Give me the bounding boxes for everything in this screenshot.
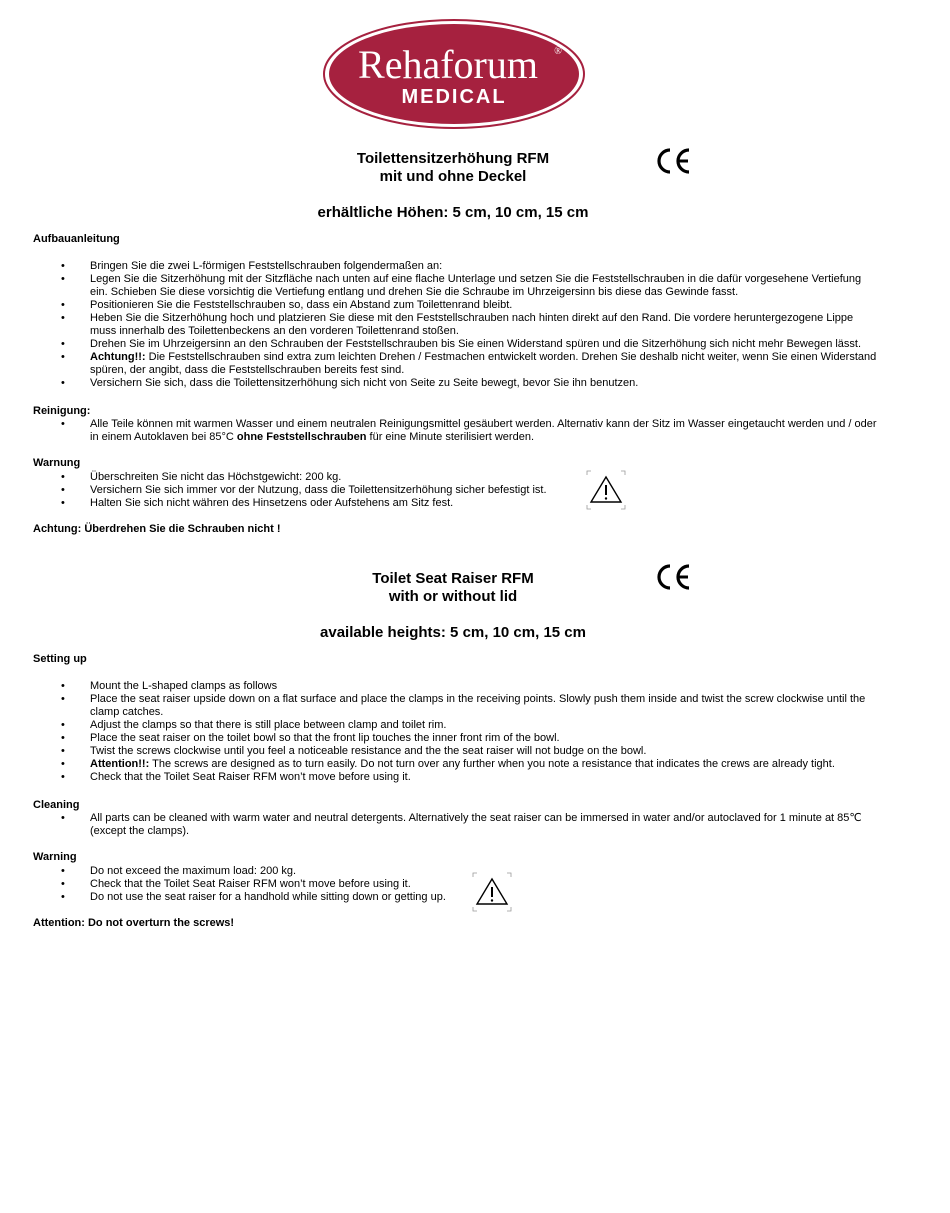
- de-title-line1: Toilettensitzerhöhung RFM: [356, 150, 550, 167]
- list-item: • Versichern Sie sich, dass die Toilettensitzerhöhung sich nicht von Seite zu Seite bewegt, bevor Sie ihn benutzen.: [33, 377, 878, 390]
- rehaforum-medical-logo: [322, 18, 586, 130]
- list-item: [33, 351, 878, 377]
- list-item: • Place the seat raiser on the toilet bowl so that the front lip touches the inner front rim of the bowl.: [33, 732, 878, 745]
- en-warning-heading: Warning: [33, 851, 77, 863]
- en-title-line2: with or without lid: [388, 588, 518, 605]
- de-setup-list: [33, 260, 878, 390]
- warning-triangle-icon: [586, 470, 626, 510]
- cleaning-bold-text: ohne Feststellschrauben: [236, 431, 367, 443]
- list-item: • Mount the L-shaped clamps as follows: [33, 680, 878, 693]
- de-warning-list: [33, 471, 593, 510]
- svg-text:®: ®: [554, 46, 562, 57]
- list-item: • Do not exceed the maximum load: 200 kg.: [33, 865, 473, 878]
- warning-triangle-icon: [472, 872, 512, 912]
- attention-label: Attention!!:: [90, 758, 150, 770]
- de-warning-heading: Warnung: [33, 457, 81, 469]
- en-title-line1: Toilet Seat Raiser RFM: [372, 570, 534, 587]
- attention-text: Die Feststellschrauben sind extra zum leichten Drehen / Festmachen entwickelt worden. Drehen Sie deshalb nicht weiter, wenn Sie einen Widerstand spüren, der angibt, dass die Feststellschrauben bereits fest sind.: [90, 351, 877, 376]
- list-item: • All parts can be cleaned with warm water and neutral detergents. Alternatively the seat raiser can be immersed in water and/or autoclaved for 1 minute at 85℃ (except the clamps).: [33, 812, 878, 838]
- de-final-attention: Achtung: Überdrehen Sie die Schrauben nicht !: [33, 523, 281, 535]
- en-setup-heading: Setting up: [33, 653, 87, 665]
- en-cleaning-heading: Cleaning: [33, 799, 80, 811]
- list-item: [33, 418, 878, 444]
- list-item: • Positionieren Sie die Feststellschrauben so, dass ein Abstand zum Toilettenrand bleibt.: [33, 299, 878, 312]
- en-setup-list: [33, 680, 878, 784]
- svg-text:MEDICAL: MEDICAL: [401, 86, 507, 108]
- cleaning-text: Alle Teile können mit warmen Wasser und einem neutralen Reinigungsmittel gesäubert werden. Alternativ kann der Sitz im Wasser eingetaucht werden und / oder in einem Autoklaven bei 85°C: [90, 418, 877, 443]
- list-item: • Halten Sie sich nicht währen des Hinsetzens oder Aufstehens am Sitz fest.: [33, 497, 593, 510]
- list-item: • Versichern Sie sich immer vor der Nutzung, dass die Toilettensitzerhöhung sicher befestigt ist.: [33, 484, 593, 497]
- list-item: • Check that the Toilet Seat Raiser RFM won’t move before using it.: [33, 878, 473, 891]
- de-setup-heading: Aufbauanleitung: [33, 233, 120, 245]
- en-final-attention: Attention: Do not overturn the screws!: [33, 917, 235, 929]
- de-title-line2: mit und ohne Deckel: [379, 168, 527, 185]
- list-item: • Do not use the seat raiser for a handhold while sitting down or getting up.: [33, 891, 473, 904]
- en-available-heights: available heights: 5 cm, 10 cm, 15 cm: [320, 624, 586, 641]
- list-item: • Check that the Toilet Seat Raiser RFM won’t move before using it.: [33, 771, 878, 784]
- attention-text: The screws are designed as to turn easily. Do not turn over any further when you note a resistance that indicates the crews are already tight.: [149, 758, 835, 770]
- list-item: • Adjust the clamps so that there is still place between clamp and toilet rim.: [33, 719, 878, 732]
- en-warning-list: [33, 865, 473, 904]
- list-item: • Überschreiten Sie nicht das Höchstgewicht: 200 kg.: [33, 471, 593, 484]
- list-item: [33, 758, 878, 771]
- attention-label: Achtung!!:: [90, 351, 146, 363]
- list-item: • Drehen Sie im Uhrzeigersinn an den Schrauben der Feststellschrauben bis Sie einen Widerstand spüren und die Sitzerhöhung sich nicht mehr Bewegen lässt.: [33, 338, 878, 351]
- svg-text:Rehaforum: Rehaforum: [358, 42, 538, 87]
- list-item: • Heben Sie die Sitzerhöhung hoch und platzieren Sie diese mit den Feststellschrauben nach hinten direkt auf den Rand. Die vordere heruntergezogene Lippe muss innerhalb des Toilettenbeckens an den vorderen Toilettenrand stoßen.: [33, 312, 878, 338]
- list-item: • Place the seat raiser upside down on a flat surface and place the clamps in the receiving points. Slowly push them inside and twist the screw clockwise until the clamp catches.: [33, 693, 878, 719]
- ce-mark-icon: [655, 146, 693, 176]
- list-item: • Twist the screws clockwise until you feel a noticeable resistance and the the seat raiser will not budge on the bowl.: [33, 745, 878, 758]
- ce-mark-icon: [655, 562, 693, 592]
- cleaning-text-end: für eine Minute sterilisiert werden.: [366, 431, 534, 443]
- en-cleaning-list: [33, 812, 878, 838]
- de-cleaning-heading: Reinigung:: [33, 405, 91, 417]
- list-item: • Legen Sie die Sitzerhöhung mit der Sitzfläche nach unten auf eine flache Unterlage und setzen Sie die Feststellschrauben in die dafür vorgesehene Vertiefung ein. Schieben Sie diese vorsichtig die Vertiefung entlang und drehen Sie die Schraube im Uhrzeigersinn bis diese das Gewinde fasst.: [33, 273, 878, 299]
- de-available-heights: erhältliche Höhen: 5 cm, 10 cm, 15 cm: [317, 204, 589, 221]
- list-item: • Bringen Sie die zwei L-förmigen Feststellschrauben folgendermaßen an:: [33, 260, 878, 273]
- de-cleaning-list: [33, 418, 878, 444]
